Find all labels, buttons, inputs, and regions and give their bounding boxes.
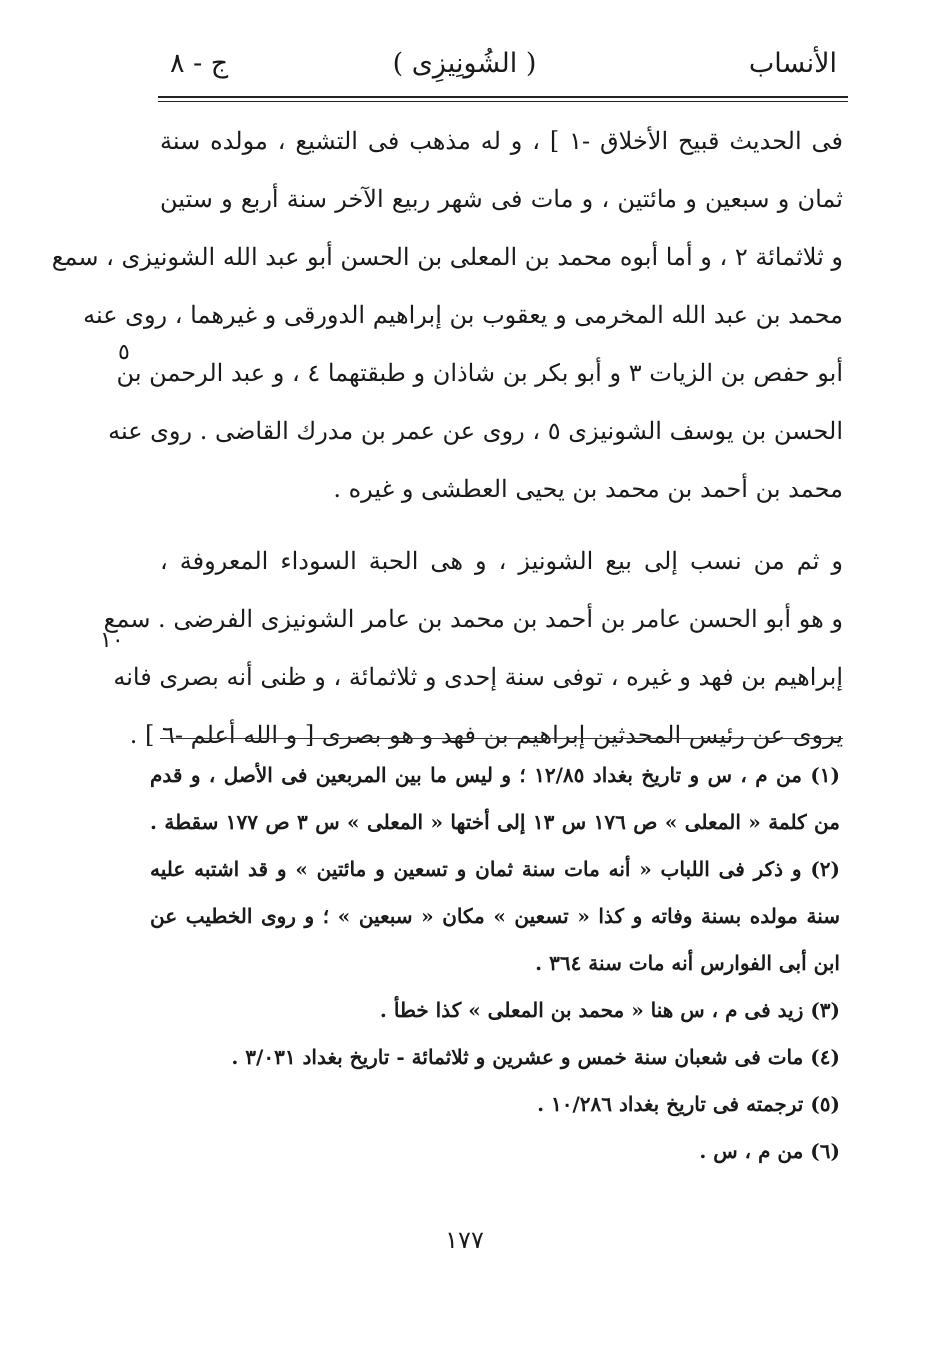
text-line: يروى عن رئيس المحدثين إبراهيم بن فهد و هو بصرى [ و الله أعلم -٦ ] .: [129, 721, 843, 749]
footnote-line: ابن أبى الفوارس أنه مات سنة ٣٦٤ .: [535, 951, 840, 975]
footnote-line: من كلمة « المعلى » ص ١٧٦ س ١٣ إلى أختها « المعلى » س ٣ ص ١٧٧ سقطة .: [150, 810, 840, 834]
line-number-10: ١٠: [100, 628, 124, 653]
text-line: أبو حفص بن الزيات ٣ و أبو بكر بن شاذان و طبقتهما ٤ ، و عبد الرحمن بن: [116, 359, 843, 387]
text-line: فى الحديث قبيح الأخلاق -١ ] ، و له مذهب فى التشيع ، مولده سنة: [160, 127, 844, 155]
footnote-line: (٥) ترجمته فى تاريخ بغداد ١٠/٢٨٦ .: [537, 1092, 840, 1116]
text-line: محمد بن أحمد بن محمد بن يحيى العطشى و غيره .: [333, 475, 843, 503]
footnote-line: (٤) مات فى شعبان سنة خمس و عشرين و ثلاثمائة - تاريخ بغداد ٣/٠٣١ .: [231, 1045, 840, 1069]
footnote-line: (١) من م ، س و تاريخ بغداد ١٢/٨٥ ؛ و ليس ما بين المربعين فى الأصل ، و قدم: [150, 763, 841, 787]
text-line: إبراهيم بن فهد و غيره ، توفى سنة إحدى و ثلاثمائة ، و ظنى أنه بصرى فانه: [113, 663, 843, 691]
running-header-volume: ج - ٨: [170, 48, 229, 79]
running-header-title: الأنساب: [748, 48, 837, 79]
text-line: الحسن بن يوسف الشونيزى ٥ ، روى عن عمر بن مدرك القاضى . روى عنه: [108, 417, 843, 445]
footnote-line: (٣) زيد فى م ، س هنا « محمد بن المعلى » كذا خطأ .: [379, 998, 840, 1022]
page-number: ١٧٧: [445, 1226, 484, 1254]
footnotes: [150, 752, 840, 1175]
footnote-line: (٢) و ذكر فى اللباب « أنه مات سنة ثمان و تسعين و مائتين » و قد اشتبه عليه: [150, 857, 840, 881]
text-line: ثمان و سبعين و مائتين ، و مات فى شهر ربيع الآخر سنة أربع و ستين: [160, 185, 843, 213]
footnote-line: (٦) من م ، س .: [699, 1139, 840, 1163]
footnote-rule: [160, 738, 843, 739]
footnote-line: سنة مولده بسنة وفاته و كذا « تسعين » مكان « سبعين » ؛ و روى الخطيب عن: [150, 904, 840, 928]
header-rule: [158, 96, 848, 98]
text-line: و هو أبو الحسن عامر بن أحمد بن محمد بن عامر الشونيزى الفرضى . سمع: [103, 605, 843, 633]
header-rule-thin: [158, 101, 848, 102]
text-line: و ثم من نسب إلى بيع الشونيز ، و هى الحبة السوداء المعروفة ،: [160, 547, 843, 575]
line-number-5: ٥: [118, 340, 130, 365]
text-line: محمد بن عبد الله المخرمى و يعقوب بن إبراهيم الدورقى و غيرهما ، روى عنه: [83, 301, 843, 329]
text-line: و ثلاثمائة ٢ ، و أما أبوه محمد بن المعلى بن الحسن أبو عبد الله الشونيزى ، سمع: [51, 243, 843, 271]
running-header-entry: ( الشُونِيزِى ): [392, 48, 537, 79]
